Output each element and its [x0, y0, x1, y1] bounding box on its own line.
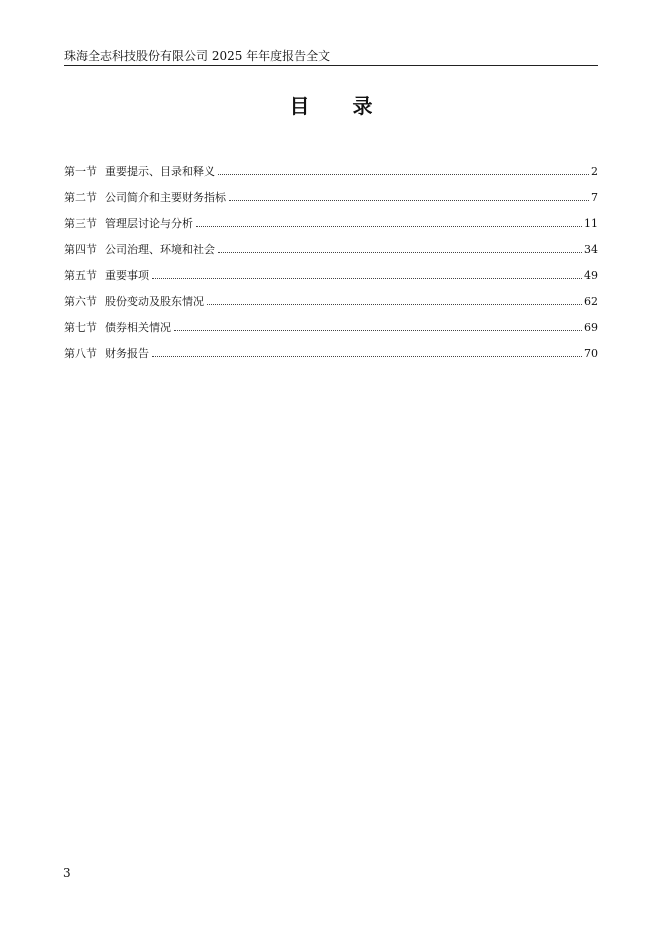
toc-section-title: 公司简介和主要财务指标 — [105, 191, 226, 204]
toc-section-title: 重要事项 — [105, 269, 149, 282]
toc-entry-section-2[interactable] — [64, 191, 598, 217]
toc-dot-leader — [152, 356, 582, 357]
toc-section-title: 股份变动及股东情况 — [105, 295, 204, 308]
running-header: 珠海全志科技股份有限公司 2025 年年度报告全文 — [64, 49, 331, 63]
toc-section-title: 重要提示、目录和释义 — [105, 165, 215, 178]
toc-section-number: 第一节 — [64, 165, 97, 178]
toc-section-title: 公司治理、环境和社会 — [105, 243, 215, 256]
toc-title: 目 录 — [289, 94, 391, 118]
toc-section-number: 第六节 — [64, 295, 97, 308]
toc-dot-leader — [218, 252, 582, 253]
toc-page-number: 7 — [591, 191, 598, 204]
header-divider — [64, 65, 598, 66]
toc-section-title: 债券相关情况 — [105, 321, 171, 334]
toc-entry-section-8[interactable] — [64, 347, 598, 373]
toc-page-number: 2 — [591, 165, 598, 178]
toc-page-number: 62 — [584, 295, 598, 308]
toc-entry-section-1[interactable] — [64, 165, 598, 191]
table-of-contents — [64, 165, 598, 373]
toc-section-title: 财务报告 — [105, 347, 149, 360]
toc-section-number: 第二节 — [64, 191, 97, 204]
toc-entry-section-4[interactable] — [64, 243, 598, 269]
toc-entry-section-3[interactable] — [64, 217, 598, 243]
toc-dot-leader — [196, 226, 582, 227]
page-number: 3 — [63, 866, 71, 880]
toc-page-number: 69 — [584, 321, 598, 334]
toc-section-number: 第四节 — [64, 243, 97, 256]
toc-entry-section-7[interactable] — [64, 321, 598, 347]
toc-entry-section-5[interactable] — [64, 269, 598, 295]
toc-section-title: 管理层讨论与分析 — [105, 217, 193, 230]
toc-dot-leader — [152, 278, 582, 279]
toc-section-number: 第八节 — [64, 347, 97, 360]
toc-dot-leader — [229, 200, 589, 201]
toc-page-number: 70 — [584, 347, 598, 360]
toc-page-number: 11 — [584, 217, 598, 230]
toc-section-number: 第七节 — [64, 321, 97, 334]
toc-page-number: 49 — [584, 269, 598, 282]
toc-page-number: 34 — [584, 243, 598, 256]
toc-section-number: 第三节 — [64, 217, 97, 230]
toc-dot-leader — [174, 330, 582, 331]
toc-section-number: 第五节 — [64, 269, 97, 282]
toc-dot-leader — [218, 174, 589, 175]
toc-dot-leader — [207, 304, 582, 305]
toc-entry-section-6[interactable] — [64, 295, 598, 321]
